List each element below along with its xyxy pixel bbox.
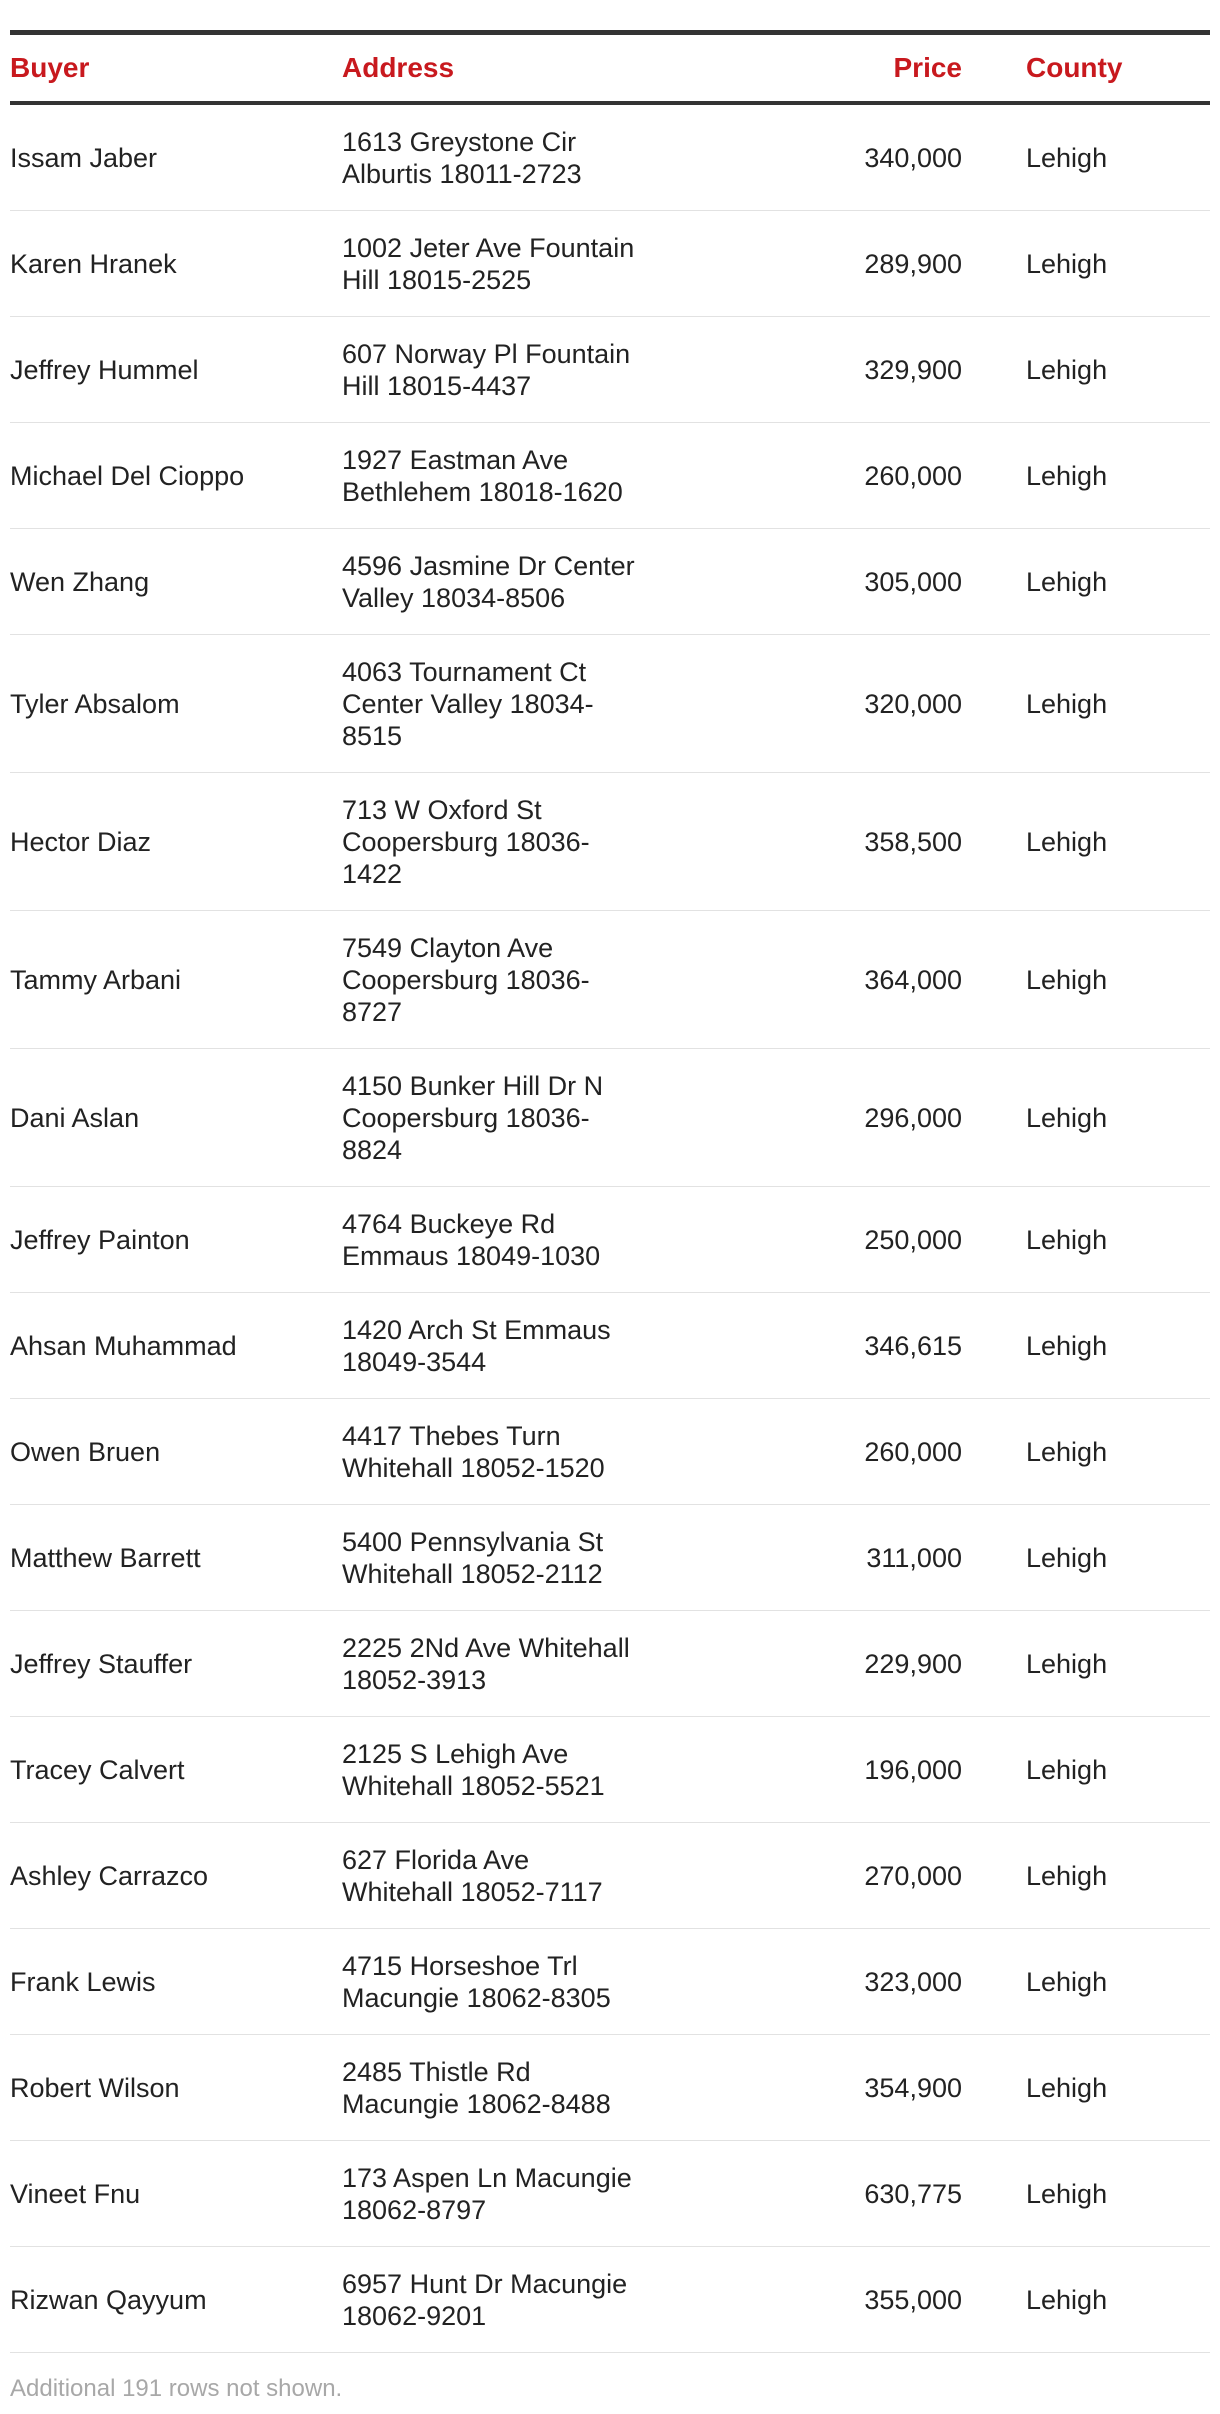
price-cell: 355,000: [782, 2247, 962, 2353]
county-cell: Lehigh: [962, 1929, 1210, 2035]
county-cell: Lehigh: [962, 317, 1210, 423]
table-header: [10, 35, 1210, 103]
table-row: [10, 1293, 1210, 1399]
price-cell: 289,900: [782, 211, 962, 317]
county-cell: Lehigh: [962, 1187, 1210, 1293]
buyer-cell: Frank Lewis: [10, 1929, 342, 2035]
address-text: 713 W Oxford St Coopersburg 18036-1422: [342, 794, 590, 889]
address-cell: [342, 1187, 782, 1293]
column-header-county[interactable]: County: [962, 35, 1210, 103]
address-cell: [342, 317, 782, 423]
county-cell: Lehigh: [962, 211, 1210, 317]
property-sales-table: [10, 35, 1210, 2353]
table-row: [10, 1611, 1210, 1717]
price-cell: 296,000: [782, 1049, 962, 1187]
table-row: [10, 2035, 1210, 2141]
price-cell: 250,000: [782, 1187, 962, 1293]
table-body: [10, 103, 1210, 2353]
price-cell: 364,000: [782, 911, 962, 1049]
county-cell: Lehigh: [962, 423, 1210, 529]
address-text: 627 Florida Ave Whitehall 18052-7117: [342, 1844, 603, 1907]
address-cell: [342, 529, 782, 635]
buyer-cell: Dani Aslan: [10, 1049, 342, 1187]
price-cell: 340,000: [782, 103, 962, 211]
county-cell: Lehigh: [962, 103, 1210, 211]
table-row: [10, 317, 1210, 423]
table-row: [10, 1717, 1210, 1823]
address-text: 4417 Thebes Turn Whitehall 18052-1520: [342, 1420, 605, 1483]
column-header-buyer[interactable]: Buyer: [10, 35, 342, 103]
buyer-cell: Owen Bruen: [10, 1399, 342, 1505]
county-cell: Lehigh: [962, 1399, 1210, 1505]
table-row: [10, 529, 1210, 635]
county-cell: Lehigh: [962, 1823, 1210, 1929]
buyer-cell: Tammy Arbani: [10, 911, 342, 1049]
buyer-cell: Tyler Absalom: [10, 635, 342, 773]
address-text: 4596 Jasmine Dr Center Valley 18034-8506: [342, 550, 635, 613]
buyer-cell: Karen Hranek: [10, 211, 342, 317]
address-text: 4063 Tournament Ct Center Valley 18034-8515: [342, 656, 594, 751]
county-cell: Lehigh: [962, 1717, 1210, 1823]
price-cell: 358,500: [782, 773, 962, 911]
buyer-cell: Hector Diaz: [10, 773, 342, 911]
county-cell: Lehigh: [962, 1049, 1210, 1187]
address-cell: [342, 1611, 782, 1717]
column-header-price[interactable]: Price: [782, 35, 962, 103]
address-cell: [342, 1293, 782, 1399]
price-cell: 630,775: [782, 2141, 962, 2247]
county-cell: Lehigh: [962, 2035, 1210, 2141]
address-text: 4764 Buckeye Rd Emmaus 18049-1030: [342, 1208, 601, 1271]
table-row: [10, 2247, 1210, 2353]
table-row: [10, 1049, 1210, 1187]
address-text: 7549 Clayton Ave Coopersburg 18036-8727: [342, 932, 590, 1027]
county-cell: Lehigh: [962, 773, 1210, 911]
address-text: 6957 Hunt Dr Macungie 18062-9201: [342, 2268, 628, 2331]
address-text: 1420 Arch St Emmaus 18049-3544: [342, 1314, 611, 1377]
table-row: [10, 103, 1210, 211]
county-cell: Lehigh: [962, 2247, 1210, 2353]
buyer-cell: Vineet Fnu: [10, 2141, 342, 2247]
address-cell: [342, 1823, 782, 1929]
county-cell: Lehigh: [962, 1505, 1210, 1611]
price-cell: 196,000: [782, 1717, 962, 1823]
address-text: 2225 2Nd Ave Whitehall 18052-3913: [342, 1632, 630, 1695]
address-text: 4715 Horseshoe Trl Macungie 18062-8305: [342, 1950, 611, 2013]
buyer-cell: Issam Jaber: [10, 103, 342, 211]
county-cell: Lehigh: [962, 2141, 1210, 2247]
address-cell: [342, 2035, 782, 2141]
address-cell: [342, 635, 782, 773]
address-text: 607 Norway Pl Fountain Hill 18015-4437: [342, 338, 631, 401]
county-cell: Lehigh: [962, 1293, 1210, 1399]
table-row: [10, 1823, 1210, 1929]
address-cell: [342, 103, 782, 211]
address-text: 1002 Jeter Ave Fountain Hill 18015-2525: [342, 232, 635, 295]
address-cell: [342, 211, 782, 317]
buyer-cell: Rizwan Qayyum: [10, 2247, 342, 2353]
buyer-cell: Michael Del Cioppo: [10, 423, 342, 529]
header-row: [10, 35, 1210, 103]
address-cell: [342, 773, 782, 911]
table-row: [10, 1399, 1210, 1505]
table-row: [10, 1187, 1210, 1293]
buyer-cell: Jeffrey Hummel: [10, 317, 342, 423]
table-row: [10, 211, 1210, 317]
address-cell: [342, 1399, 782, 1505]
address-text: 1927 Eastman Ave Bethlehem 18018-1620: [342, 444, 623, 507]
table-row: [10, 773, 1210, 911]
buyer-cell: Ahsan Muhammad: [10, 1293, 342, 1399]
price-cell: 311,000: [782, 1505, 962, 1611]
address-text: 4150 Bunker Hill Dr N Coopersburg 18036-8824: [342, 1070, 604, 1165]
buyer-cell: Matthew Barrett: [10, 1505, 342, 1611]
table-row: [10, 423, 1210, 529]
table-row: [10, 911, 1210, 1049]
price-cell: 260,000: [782, 1399, 962, 1505]
address-cell: [342, 1717, 782, 1823]
table-row: [10, 635, 1210, 773]
buyer-cell: Ashley Carrazco: [10, 1823, 342, 1929]
price-cell: 329,900: [782, 317, 962, 423]
address-text: 2125 S Lehigh Ave Whitehall 18052-5521: [342, 1738, 605, 1801]
buyer-cell: Robert Wilson: [10, 2035, 342, 2141]
buyer-cell: Tracey Calvert: [10, 1717, 342, 1823]
address-cell: [342, 1929, 782, 2035]
county-cell: Lehigh: [962, 529, 1210, 635]
county-cell: Lehigh: [962, 635, 1210, 773]
price-cell: 260,000: [782, 423, 962, 529]
address-text: 5400 Pennsylvania St Whitehall 18052-2112: [342, 1526, 604, 1589]
price-cell: 305,000: [782, 529, 962, 635]
rows-not-shown-note: Additional 191 rows not shown.: [10, 2375, 343, 2402]
price-cell: 346,615: [782, 1293, 962, 1399]
price-cell: 229,900: [782, 1611, 962, 1717]
address-cell: [342, 1049, 782, 1187]
address-text: 2485 Thistle Rd Macungie 18062-8488: [342, 2056, 611, 2119]
address-cell: [342, 911, 782, 1049]
buyer-cell: Jeffrey Painton: [10, 1187, 342, 1293]
county-cell: Lehigh: [962, 1611, 1210, 1717]
table-row: [10, 1929, 1210, 2035]
price-cell: 270,000: [782, 1823, 962, 1929]
address-cell: [342, 2247, 782, 2353]
price-cell: 323,000: [782, 1929, 962, 2035]
table-row: [10, 1505, 1210, 1611]
county-cell: Lehigh: [962, 911, 1210, 1049]
table-row: [10, 2141, 1210, 2247]
column-header-address[interactable]: Address: [342, 35, 782, 103]
address-text: 1613 Greystone Cir Alburtis 18011-2723: [342, 126, 582, 189]
address-cell: [342, 1505, 782, 1611]
price-cell: 354,900: [782, 2035, 962, 2141]
address-cell: [342, 2141, 782, 2247]
address-cell: [342, 423, 782, 529]
buyer-cell: Wen Zhang: [10, 529, 342, 635]
address-text: 173 Aspen Ln Macungie 18062-8797: [342, 2162, 632, 2225]
price-cell: 320,000: [782, 635, 962, 773]
buyer-cell: Jeffrey Stauffer: [10, 1611, 342, 1717]
